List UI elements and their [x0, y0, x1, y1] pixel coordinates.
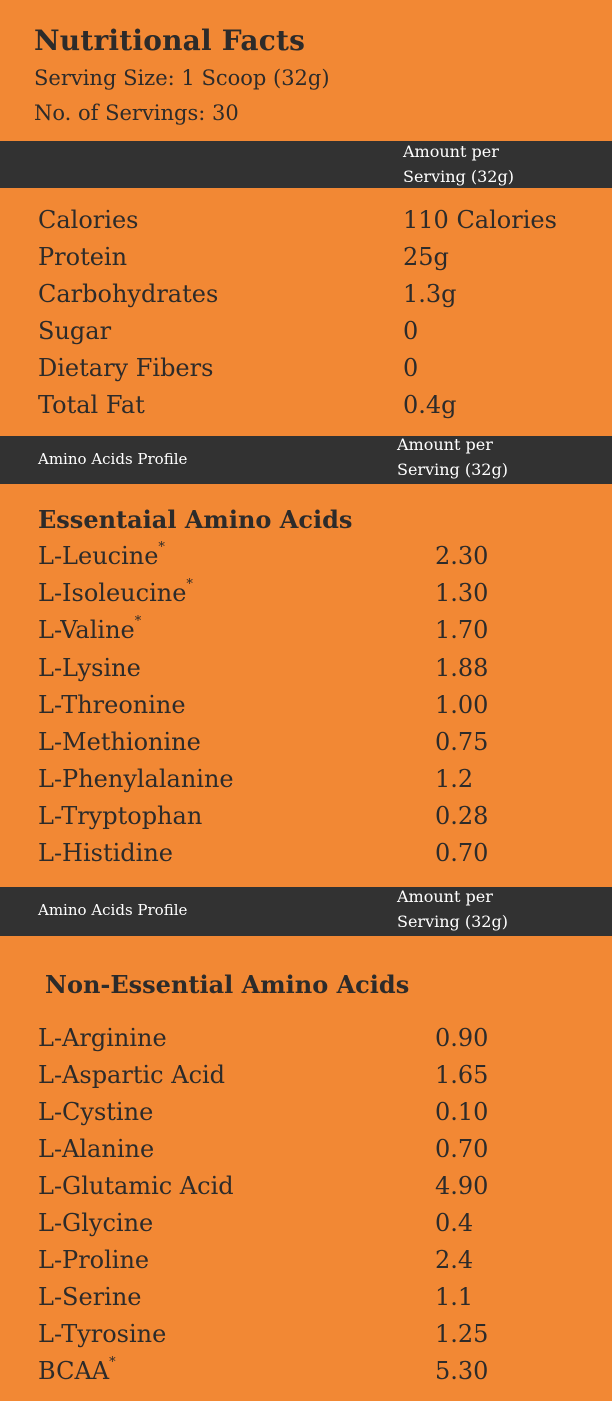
- amino-value: 2.30: [435, 542, 489, 570]
- essential-heading: Essentaial Amino Acids: [38, 505, 353, 534]
- amino-name: L-Cystine: [38, 1098, 154, 1126]
- header-bar-amino-profile-2: [0, 887, 612, 936]
- amino-value: 2.4: [435, 1246, 474, 1274]
- amino-value: 1.70: [435, 616, 489, 644]
- amount-line-1: Amount per: [397, 887, 493, 906]
- amino-name: L-Arginine: [38, 1024, 167, 1052]
- asterisk-mark: *: [158, 540, 165, 555]
- amino-value: 0.90: [435, 1024, 489, 1052]
- nutrient-name: Carbohydrates: [38, 280, 219, 308]
- amount-column-header: [397, 884, 508, 934]
- servings-count: No. of Servings: 30: [34, 101, 239, 125]
- amino-profile-label: Amino Acids Profile: [38, 450, 188, 468]
- amount-column-header: [403, 139, 514, 189]
- header-bar-amino-profile: [0, 436, 612, 484]
- amino-name: L-Valine*: [38, 614, 142, 644]
- amino-value: 0.70: [435, 1135, 489, 1163]
- header-bar-nutrition: [0, 141, 612, 188]
- nutrient-value: 25g: [403, 243, 449, 271]
- amount-line-2: Serving (32g): [397, 460, 508, 479]
- amino-name: L-Threonine: [38, 691, 186, 719]
- amino-value: 1.00: [435, 691, 489, 719]
- amino-name: L-Aspartic Acid: [38, 1061, 226, 1089]
- amino-name: L-Isoleucine*: [38, 577, 193, 607]
- amino-name: L-Tyrosine: [38, 1320, 167, 1348]
- nutrient-value: 0.4g: [403, 391, 457, 419]
- amino-value: 0.75: [435, 728, 489, 756]
- nutrient-name: Protein: [38, 243, 128, 271]
- serving-size: Serving Size: 1 Scoop (32g): [34, 66, 330, 90]
- amino-value: 1.88: [435, 654, 489, 682]
- amino-value: 0.28: [435, 802, 489, 830]
- amino-profile-label: Amino Acids Profile: [38, 901, 188, 919]
- page-title: Nutritional Facts: [34, 24, 306, 57]
- amino-value: 1.2: [435, 765, 474, 793]
- nutrient-value: 0: [403, 354, 419, 382]
- amount-line-1: Amount per: [397, 435, 493, 454]
- amino-name: L-Glycine: [38, 1209, 154, 1237]
- non-essential-heading: Non-Essential Amino Acids: [45, 970, 410, 999]
- amino-value: 1.65: [435, 1061, 489, 1089]
- amount-line-1: Amount per: [403, 142, 499, 161]
- amino-value: 0.10: [435, 1098, 489, 1126]
- amino-name: L-Alanine: [38, 1135, 155, 1163]
- amino-name: L-Leucine*: [38, 540, 165, 570]
- nutrient-name: Total Fat: [38, 391, 145, 419]
- amino-name: L-Proline: [38, 1246, 150, 1274]
- amino-value: 1.30: [435, 579, 489, 607]
- amino-value: 0.70: [435, 839, 489, 867]
- amino-value: 1.25: [435, 1320, 489, 1348]
- amount-line-2: Serving (32g): [403, 167, 514, 186]
- asterisk-mark: *: [134, 614, 142, 629]
- nutrient-value: 0: [403, 317, 419, 345]
- amino-name: L-Histidine: [38, 839, 173, 867]
- amino-name: L-Phenylalanine: [38, 765, 234, 793]
- asterisk-mark: *: [109, 1355, 116, 1370]
- amino-name: L-Serine: [38, 1283, 142, 1311]
- amino-value: 4.90: [435, 1172, 489, 1200]
- amount-line-2: Serving (32g): [397, 912, 508, 931]
- amino-name: L-Tryptophan: [38, 802, 203, 830]
- nutrient-name: Sugar: [38, 317, 112, 345]
- amino-value: 0.4: [435, 1209, 474, 1237]
- nutrient-name: Dietary Fibers: [38, 354, 214, 382]
- amino-value: 1.1: [435, 1283, 474, 1311]
- amino-name: L-Glutamic Acid: [38, 1172, 234, 1200]
- nutrient-name: Calories: [38, 206, 139, 234]
- nutrient-value: 110 Calories: [403, 206, 557, 234]
- amino-value: 5.30: [435, 1357, 489, 1385]
- amino-name: L-Lysine: [38, 654, 141, 682]
- amino-name: BCAA*: [38, 1355, 116, 1385]
- nutrient-value: 1.3g: [403, 280, 457, 308]
- asterisk-mark: *: [186, 577, 193, 592]
- amino-name: L-Methionine: [38, 728, 201, 756]
- amount-column-header: [397, 432, 508, 482]
